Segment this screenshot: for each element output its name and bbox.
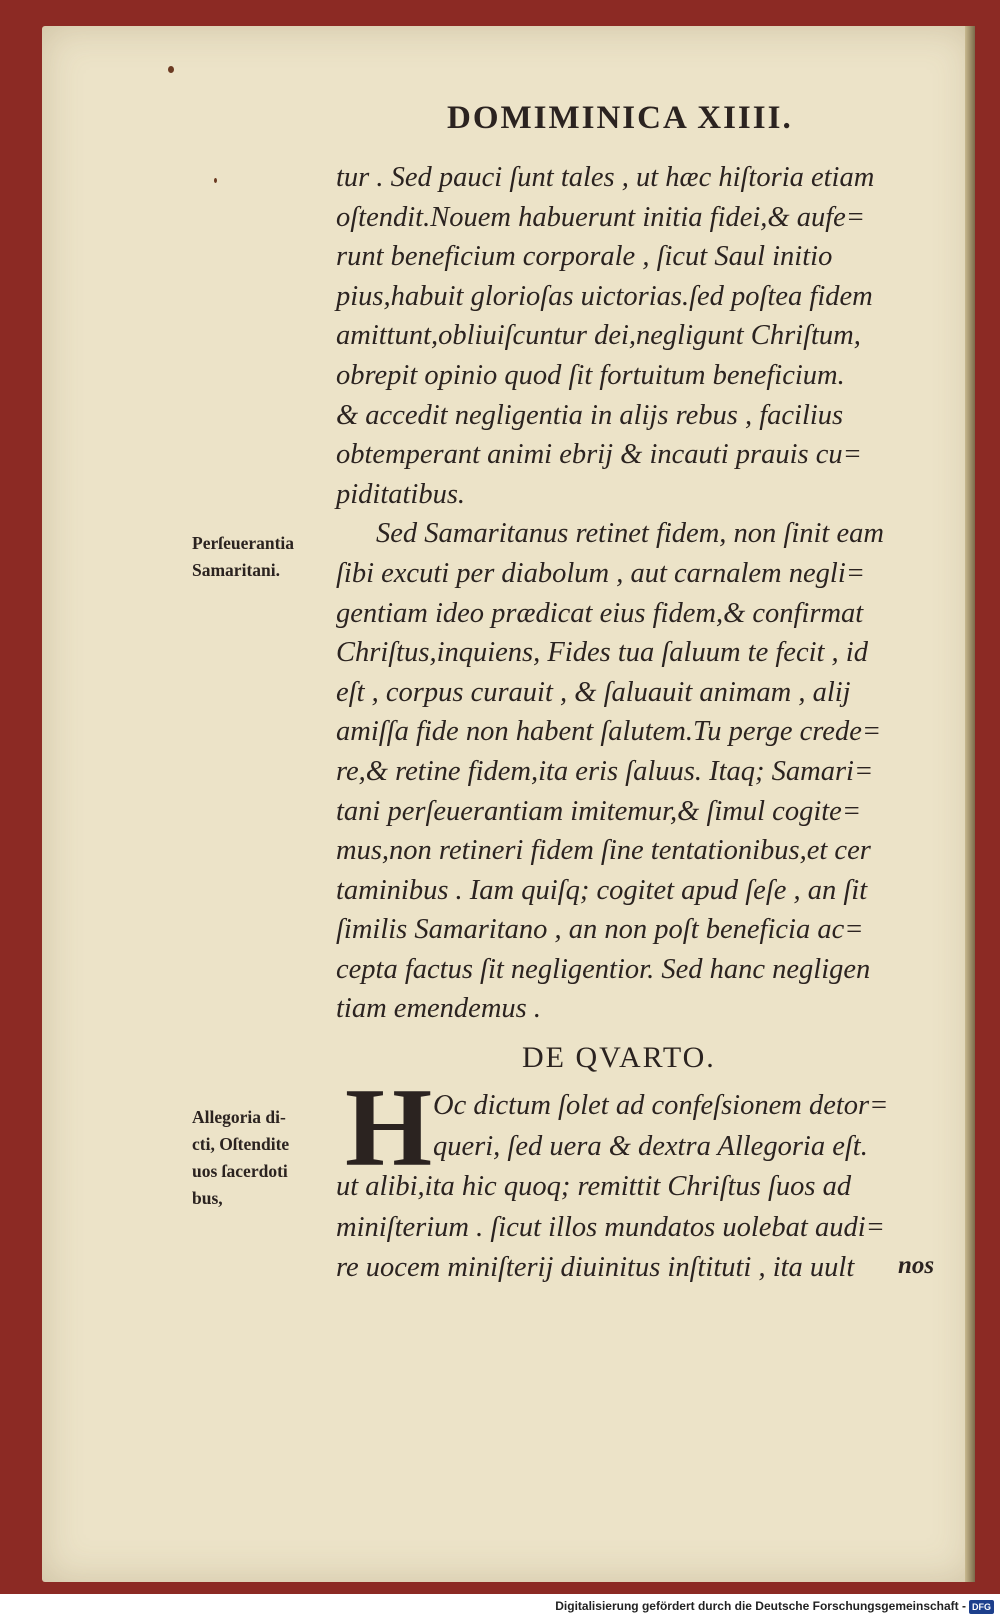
- text-line: re uocem miniſterij diuinitus inſtituti , ita uult: [336, 1252, 855, 1283]
- text-line: runt beneficium corporale , ſicut Saul initio: [336, 241, 833, 273]
- text-line: mus,non retineri fidem ſine tentationibus,et cer: [336, 835, 871, 867]
- text-line: taminibus . Iam quiſq; cogitet apud ſeſe , an ſit: [336, 874, 868, 906]
- text-line: oſtendit.Nouem habuerunt initia fidei,& aufe=: [336, 201, 866, 233]
- text-line: cepta factus ſit negligentior. Sed hanc negligen: [336, 953, 871, 985]
- text-line: miniſterium . ſicut illos mundatos uolebat audi=: [336, 1211, 885, 1243]
- text-line: piditatibus.: [336, 478, 466, 510]
- text-line: tur . Sed pauci ſunt tales , ut hæc hiſtoria etiam: [336, 162, 875, 193]
- margin-note-line: bus,: [192, 1188, 223, 1208]
- text-line: tani perſeuerantiam imitemur,& ſimul cogite=: [336, 795, 862, 827]
- ink-speck: [168, 66, 174, 73]
- section-heading: DE QVARTO.: [522, 1041, 716, 1074]
- text-line: amiſſa fide non habent ſalutem.Tu perge crede=: [336, 716, 882, 748]
- text-line: ſimilis Samaritano , an non poſt beneficia ac=: [336, 914, 864, 946]
- margin-note-line: uos ſacerdoti: [192, 1161, 288, 1181]
- margin-note-line: Perſeuerantia: [192, 533, 295, 553]
- text-line: Oc dictum ſolet ad confeſsionem detor=: [433, 1090, 889, 1121]
- text-line: Chriſtus,inquiens, Fides tua ſaluum te fecit , id: [336, 637, 868, 669]
- credit-text: Digitalisierung gefördert durch die Deutsche Forschungsgemeinschaft -: [555, 1599, 966, 1613]
- page-edge: [965, 26, 975, 1582]
- text-line: tiam emendemus .: [336, 993, 541, 1025]
- text-line: obtemperant animi ebrij & incauti prauis cu=: [336, 439, 862, 471]
- text-line: pius,habuit glorioſas uictorias.ſed poſtea fidem: [336, 280, 873, 312]
- margin-note-line: cti, Oſtendite: [192, 1134, 290, 1154]
- drop-cap-initial: H: [345, 1066, 433, 1190]
- margin-note-line: Samaritani.: [192, 560, 280, 580]
- catchword: nos: [898, 1252, 935, 1279]
- margin-note: [192, 530, 332, 584]
- text-line: re,& retine fidem,ita eris ſaluus. Itaq; Samari=: [336, 755, 874, 787]
- text-line: ut alibi,ita hic quoq; remittit Chriſtus ſuos ad: [336, 1171, 852, 1202]
- second-paragraph: [336, 1086, 946, 1289]
- text-line: gentiam ideo prædicat eius fidem,& confirmat: [336, 597, 864, 629]
- digitization-credit: [555, 1597, 994, 1615]
- text-line: queri, ſed uera & dextra Allegoria eſt.: [433, 1130, 868, 1162]
- main-text: [336, 158, 946, 1029]
- running-head: DOMIMINICA XIIII.: [447, 100, 793, 136]
- text-line: & accedit negligentia in alijs rebus , facilius: [336, 399, 844, 431]
- text-line: eſt , corpus curauit , & ſaluauit animam , alij: [336, 676, 851, 708]
- ink-speck: [214, 178, 217, 183]
- text-line: ſibi excuti per diabolum , aut carnalem negli=: [336, 557, 865, 589]
- dfg-logo: DFG: [969, 1600, 994, 1614]
- text-line: amittunt,obliuiſcuntur dei,negligunt Chriſtum,: [336, 320, 861, 352]
- text-line: Sed Samaritanus retinet fidem, non ſinit eam: [376, 518, 884, 550]
- margin-note: [192, 1104, 332, 1212]
- margin-note-line: Allegoria di-: [192, 1107, 286, 1127]
- text-line: obrepit opinio quod ſit fortuitum beneficium.: [336, 359, 845, 391]
